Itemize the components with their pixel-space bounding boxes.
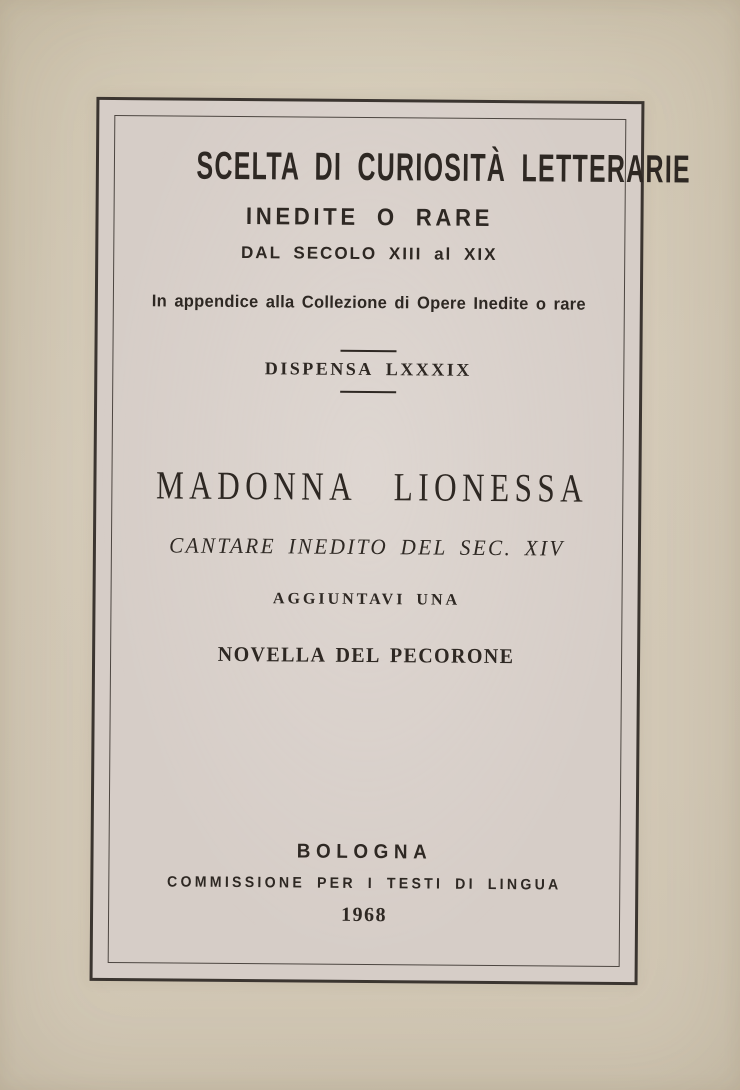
series-title: SCELTA DI CURIOSITÀ LETTERARIE	[196, 144, 692, 192]
imprint-city: BOLOGNA	[296, 840, 433, 864]
addition-title: NOVELLA DEL PECORONE	[217, 641, 515, 669]
issue-rule-top	[340, 350, 396, 352]
imprint-publisher: COMMISSIONE PER I TESTI DI LINGUA	[166, 873, 562, 894]
book-subtitle: CANTARE INEDITO DEL SEC. XIV	[169, 532, 565, 561]
issue-rule-bottom	[340, 391, 396, 393]
issue-number: DISPENSA LXXXIX	[264, 358, 472, 380]
title-frame-outer-border	[90, 97, 692, 985]
imprint-year: 1968	[340, 903, 388, 927]
series-subtitle: INEDITE O RARE	[245, 203, 494, 232]
addition-intro: AGGIUNTAVI UNA	[272, 590, 461, 609]
series-date-range: DAL SECOLO XIII al XIX	[240, 243, 498, 265]
appendix-note: In appendice alla Collezione di Opere Inedite o rare	[151, 291, 586, 314]
book-title: MADONNA LIONESSA	[155, 462, 589, 511]
